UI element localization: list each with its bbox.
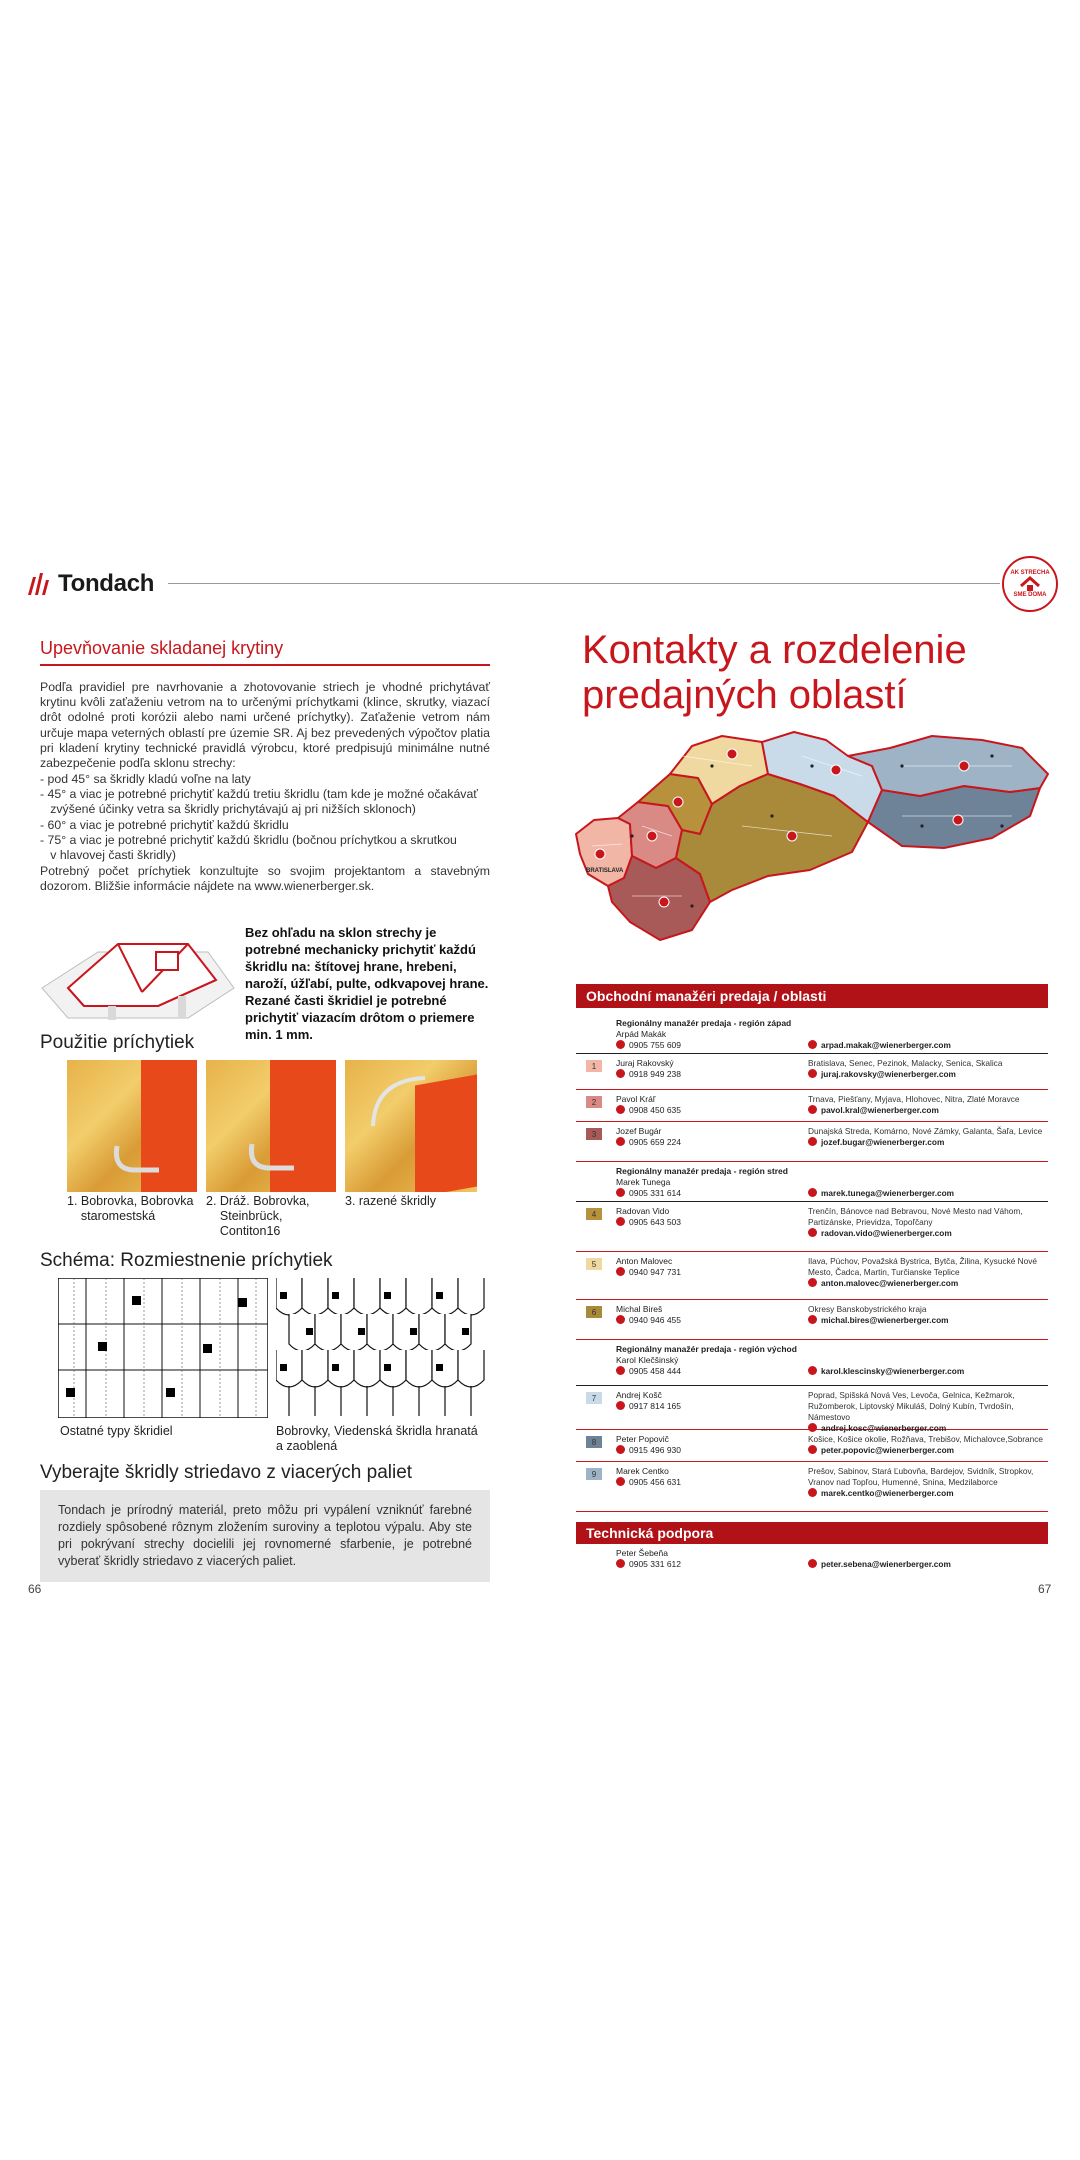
contact-name: Michal Bireš [616, 1304, 663, 1314]
contact-areas: Trnava, Piešťany, Myjava, Hlohovec, Nitra, Zlaté Moravce [808, 1094, 1020, 1104]
contact-row [576, 1302, 1048, 1340]
contact-name: Radovan Vido [616, 1206, 670, 1216]
region-number-badge: 3 [586, 1128, 602, 1140]
phone-icon [616, 1559, 625, 1568]
contact-row [576, 1388, 1048, 1433]
contact-areas: Ilava, Púchov, Považská Bystrica, Bytča, Žilina, Kysucké Nové Mesto, Čadca, Martin, Turčianske Teplice [808, 1256, 1038, 1277]
photo-caption-3: 3. razené škridly [345, 1194, 437, 1208]
email-icon [808, 1315, 817, 1324]
slope-rule: - pod 45° sa škridly kladú voľne na laty [40, 772, 251, 786]
clip-icon [242, 1138, 302, 1178]
brand-logo [26, 570, 154, 598]
email-icon [808, 1423, 817, 1432]
fixing-outro: Potrebný počet príchytiek konzultujte so svojim projektantom a stavebným dozorom. Bližšie informácie nájdete na www.wienerberger.sk. [40, 864, 490, 894]
quality-stamp: AK STRECHA SME DOMA [1002, 556, 1058, 612]
tondach-mark-icon [26, 571, 52, 597]
contact-name: Anton Malovec [616, 1256, 673, 1266]
contact-email[interactable]: anton.malovec@wienerberger.com [821, 1278, 959, 1288]
contact-email[interactable]: marek.centko@wienerberger.com [821, 1488, 954, 1498]
contact-name: Jozef Bugár [616, 1126, 662, 1136]
phone-icon [616, 1188, 625, 1197]
contact-name: Pavol Kráľ [616, 1094, 656, 1104]
fixing-title-rule [40, 664, 490, 666]
email-icon [808, 1069, 817, 1078]
region-number-badge: 6 [586, 1306, 602, 1318]
contact-row [576, 1016, 1048, 1054]
contact-phone[interactable]: 0917 814 165 [629, 1401, 681, 1411]
contact-email[interactable]: marek.tunega@wienerberger.com [821, 1188, 955, 1198]
slope-rule: v hlavovej časti škridly) [40, 848, 176, 863]
contact-row [576, 1464, 1048, 1512]
contact-name: Peter Popovič [616, 1434, 669, 1444]
contact-phone[interactable]: 0905 331 614 [629, 1188, 681, 1198]
support-row [576, 1548, 1048, 1574]
contact-email[interactable]: pavol.kral@wienerberger.com [821, 1105, 939, 1115]
contact-name: Arpád Makák [616, 1029, 667, 1039]
contact-email[interactable]: jozef.bugar@wienerberger.com [821, 1137, 945, 1147]
contact-row [576, 1204, 1048, 1252]
region-role: Regionálny manažér predaja - región stred [616, 1166, 788, 1176]
contact-name: Andrej Košč [616, 1390, 662, 1400]
managers-header: Obchodní manažéri predaja / oblasti [576, 984, 1048, 1008]
region-number-badge: 7 [586, 1392, 602, 1404]
contact-phone[interactable]: 0918 949 238 [629, 1069, 681, 1079]
clip-photo-3 [345, 1060, 477, 1192]
support-name: Peter Šebeňa [616, 1548, 668, 1558]
contact-row [576, 1432, 1048, 1462]
contact-areas: Bratislava, Senec, Pezinok, Malacky, Senica, Skalica [808, 1058, 1003, 1068]
contact-email[interactable]: radovan.vido@wienerberger.com [821, 1228, 952, 1238]
sales-regions-map [572, 726, 1054, 948]
contacts-title: Kontakty a rozdelenie predajných oblastí [582, 628, 967, 717]
phone-icon [616, 1366, 625, 1375]
contact-phone[interactable]: 0905 643 503 [629, 1217, 681, 1227]
region-number-badge: 5 [586, 1258, 602, 1270]
contact-areas: Dunajská Streda, Komárno, Nové Zámky, Galanta, Šaľa, Levice [808, 1126, 1043, 1136]
page-number-right: 67 [1038, 1582, 1052, 1596]
contact-areas: Trenčín, Bánovce nad Bebravou, Nové Mesto nad Váhom, Partizánske, Prievidza, Topoľčany [808, 1206, 1023, 1227]
contact-phone[interactable]: 0905 659 224 [629, 1137, 681, 1147]
photo-caption-2: 2. Dráž. Bobrovka, Steinbrück, Contiton16 [206, 1194, 310, 1238]
region-number-badge: 8 [586, 1436, 602, 1448]
contact-email[interactable]: karol.klescinsky@wienerberger.com [821, 1366, 965, 1376]
contact-phone[interactable]: 0915 496 930 [629, 1445, 681, 1455]
schema-title: Schéma: Rozmiestnenie príchytiek [40, 1250, 333, 1271]
schema-beaver-tiles [276, 1278, 490, 1418]
mandatory-fixing-note: Bez ohľadu na sklon strechy je potrebné mechanicky prichytiť každú škridlu na: štítovej hrane, hrebeni, naroží, úžľabí, pulte, odkvapovej hrane. Rezané časti škridiel je potrebné prichytiť viazacím drôtom o priemere min. 1 mm. [245, 925, 489, 1042]
region-number-badge: 1 [586, 1060, 602, 1072]
contact-email[interactable]: juraj.rakovsky@wienerberger.com [821, 1069, 956, 1079]
email-icon [808, 1105, 817, 1114]
roof-icon [1019, 576, 1041, 592]
contact-row [576, 1092, 1048, 1122]
region-number-badge: 9 [586, 1468, 602, 1480]
photo-caption-1: 1. Bobrovka, Bobrovka staromestská [67, 1194, 194, 1223]
contact-phone[interactable]: 0905 458 444 [629, 1366, 681, 1376]
schema-caption-1: Ostatné typy škridiel [60, 1424, 173, 1438]
contact-row [576, 1342, 1048, 1386]
slope-rule: zvýšené účinky vetra sa škridly prichytávajú aj pri nižších sklonoch) [40, 802, 416, 817]
contact-phone[interactable]: 0940 947 731 [629, 1267, 681, 1277]
contact-areas: Poprad, Spišská Nová Ves, Levoča, Gelnica, Kežmarok, Ružomberok, Liptovský Mikuláš, Dolný Kubín, Tvrdošín, Námestovo [808, 1390, 1015, 1422]
contact-phone[interactable]: 0908 450 635 [629, 1105, 681, 1115]
support-email[interactable]: peter.sebena@wienerberger.com [821, 1559, 951, 1569]
phone-icon [616, 1477, 625, 1486]
region-number-badge: 4 [586, 1208, 602, 1220]
email-icon [808, 1040, 817, 1049]
contact-phone[interactable]: 0905 755 609 [629, 1040, 681, 1050]
schema-caption-2: Bobrovky, Viedenská škridla hranatá a zaoblená [276, 1424, 478, 1453]
map-label-bratislava: BRATISLAVA [586, 868, 624, 874]
choose-title: Vyberajte škridly striedavo z viacerých paliet [40, 1462, 413, 1483]
clip-icon [365, 1070, 435, 1130]
email-icon [808, 1488, 817, 1497]
email-icon [808, 1228, 817, 1237]
phone-icon [616, 1137, 625, 1146]
email-icon [808, 1445, 817, 1454]
contact-row [576, 1056, 1048, 1090]
support-header: Technická podpora [576, 1522, 1048, 1544]
contact-name: Karol Klečšinský [616, 1355, 679, 1365]
phone-icon [616, 1105, 625, 1114]
email-icon [808, 1559, 817, 1568]
contact-areas: Prešov, Sabinov, Stará Ľubovňa, Bardejov, Svidník, Stropkov, Vranov nad Topľou, Humenné, Snina, Medzilaborce [808, 1466, 1034, 1487]
email-icon [808, 1137, 817, 1146]
contact-email[interactable]: andrej.kosc@wienerberger.com [821, 1423, 947, 1433]
phone-icon [616, 1217, 625, 1226]
choose-text-box: Tondach je prírodný materiál, preto môžu pri vypálení vzniknúť farebné rozdiely spôsobené rôznym zložením suroviny a teplotou výpalu. Aby ste pri pokrývaní strechy docielili jej rovnomerné sfarbenie, je potrebné vyberať škridly striedavo z viacerých paliet. [40, 1490, 490, 1582]
contact-row [576, 1164, 1048, 1202]
region-number-badge: 2 [586, 1096, 602, 1108]
email-icon [808, 1278, 817, 1287]
contact-row [576, 1254, 1048, 1300]
page-number-left: 66 [28, 1582, 42, 1596]
contact-areas: Okresy Banskobystrického kraja [808, 1304, 927, 1314]
fixing-intro: Podľa pravidiel pre navrhovanie a zhotovovanie striech je vhodné prichytávať krytinu kvôli zaťaženiu vetrom na to určenými príchytkami (klince, skrutky, viazací drôt odolné proti korózii alebo nami určené príchytky). Zaťaženie vetrom nám určuje mapa veterných oblastí pre územie SR. Aj bez prevedených výpočtov platia pri kladení krytiny technické pravidlá výrobcu, ktoré predpisujú minimálne nutné zabezpečenie podľa sklonu strechy: [40, 680, 490, 771]
clip-photo-1 [67, 1060, 197, 1192]
clip-photo-2 [206, 1060, 336, 1192]
contact-areas: Košice, Košice okolie, Rožňava, Trebišov, Michalovce,Sobrance [808, 1434, 1044, 1444]
contact-phone[interactable]: 0940 946 455 [629, 1315, 681, 1325]
phone-icon [616, 1445, 625, 1454]
slope-rules-list [40, 772, 500, 863]
email-icon [808, 1188, 817, 1197]
usage-title: Použitie príchytiek [40, 1032, 195, 1053]
support-phone[interactable]: 0905 331 612 [629, 1559, 681, 1569]
roof-fixing-illustration [38, 918, 238, 1026]
contact-name: Juraj Rakovský [616, 1058, 674, 1068]
contact-email[interactable]: michal.bires@wienerberger.com [821, 1315, 949, 1325]
phone-icon [616, 1401, 625, 1410]
contact-phone[interactable]: 0905 456 631 [629, 1477, 681, 1487]
schema-other-tiles [58, 1278, 268, 1418]
slope-rule: - 60° a viac je potrebné prichytiť každú škridlu [40, 817, 289, 832]
phone-icon [616, 1315, 625, 1324]
contact-email[interactable]: peter.popovic@wienerberger.com [821, 1445, 955, 1455]
contact-email[interactable]: arpad.makak@wienerberger.com [821, 1040, 951, 1050]
region-role: Regionálny manažér predaja - región západ [616, 1018, 792, 1028]
phone-icon [616, 1040, 625, 1049]
region-role: Regionálny manažér predaja - región východ [616, 1344, 797, 1354]
phone-icon [616, 1267, 625, 1276]
header-divider [168, 583, 1000, 584]
contact-row [576, 1124, 1048, 1162]
brand-name: Tondach [58, 570, 155, 597]
phone-icon [616, 1069, 625, 1078]
contact-name: Marek Centko [616, 1466, 669, 1476]
slope-rule: - 75° a viac je potrebné prichytiť každú škridlu (bočnou príchytkou a skrutkou [40, 832, 457, 847]
slope-rule: - 45° a viac je potrebné prichytiť každú tretiu škridlu (tam kde je možné očakávať [40, 787, 478, 802]
fixing-title: Upevňovanie skladanej krytiny [40, 638, 284, 658]
clip-icon [107, 1140, 167, 1180]
email-icon [808, 1366, 817, 1375]
contact-name: Marek Tunega [616, 1177, 671, 1187]
